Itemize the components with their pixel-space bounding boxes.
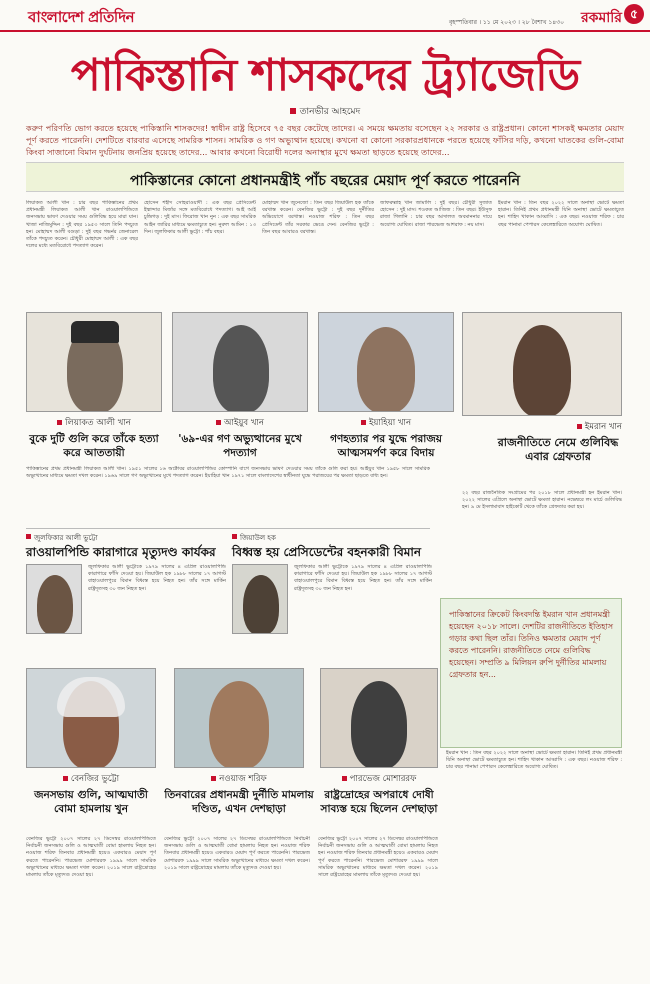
divider-line — [26, 528, 430, 529]
page-number-badge: ৫ — [624, 4, 644, 24]
portrait-silhouette — [213, 325, 269, 412]
headline-liaquat: বুকে দুটি গুলি করে তাঁকে হত্যা করে আততায়ী — [29, 433, 159, 459]
portrait-silhouette — [513, 325, 571, 416]
page-headline: পাকিস্তানি শাসকদের ট্র্যাজেডি — [70, 50, 580, 101]
headline-nawaz: তিনবারের প্রধানমন্ত্রী দুর্নীতি মামলায় দণ্ডিত, এখন দেশছাড়া — [164, 789, 314, 815]
portrait-silhouette — [243, 575, 279, 634]
row3-body-text-3: বেনজির ভুট্টো ২০০৭ সালের ২৭ ডিসেম্বর রাওয়ালপিন্ডিতে নির্বাচনী জনসভায় গুলি ও আত্মঘাতী বোমা হামলায় নিহত হন। নওয়াজ শরিফ তিনবার প্রধানমন্ত্রী হয়েও একবারও মেয়াদ পূর্ণ করতে পারেননি। পারভেজ মোশাররফ ১৯৯৯ সালে সামরিক অভ্যুত্থানের মাধ্যমে ক্ষমতা দখল করেন। ২০১৯ সালে রাষ্ট্রদ্রোহের মামলায় তাঁকে মৃত্যুদণ্ড দেওয়া হয়। — [318, 836, 438, 879]
photo-zia — [232, 564, 288, 634]
text-column-3: মোহাম্মদ খান জুনেজো : তিন বছর জিয়াউল হক তাঁকে বরখাস্ত করেন। বেনজির ভুট্টো : দুই বছর দুর্নীতির অভিযোগে বরখাস্ত। নওয়াজ শরিফ : তিন বছর প্রেসিডেন্ট তাঁর সরকার ভেঙে দেন। বেনজির ভুট্টো : তিন বছর আবারও বরখাস্ত। — [262, 200, 374, 235]
headline-imran: রাজনীতিতে নেমে গুলিবিদ্ধ এবার গ্রেফতার — [497, 436, 619, 463]
byline — [0, 104, 650, 119]
headline-benazir: জনসভায় গুলি, আত্মঘাতী বোমা হামলায় খুন — [34, 789, 148, 815]
headline-zia: বিধ্বস্ত হয় প্রেসিডেন্টের বহনকারী বিমান — [232, 545, 422, 559]
section-name: রকমারি — [580, 10, 622, 26]
newspaper-logo: বাংলাদেশ প্রতিদিন — [28, 8, 135, 26]
photo-benazir — [26, 668, 156, 768]
intro-paragraph: করুণ পরিণতি ভোগ করতে হয়েছে পাকিস্তানি শাসকদের! স্বাধীন রাষ্ট্র হিসেবে ৭৫ বছর কেটেছে তাদের। এ সময়ে ক্ষমতায় বসেছেন ২২ সরকার ও রাষ্ট্রপ্রধান। কোনো শাসকই ক্ষমতার মেয়াদ পূর্ণ করতে পারেননি। দেশটিতে বারবার এসেছে সামরিক শাসন। সামরিক ও গণ অভ্যুত্থান হয়েছে। কখনো বা কোনো সরকারপ্রধানকে পরতে হয়েছে ফাঁসির দড়ি, কখনো ঘাতকের গুলি-বোমা কিংবা সাজানো বিমান দুর্ঘটনায় জনপ্রিয় হয়েছে তাদের... আবার কখনো বিরোধী দলের অনাস্থার মুখে ক্ষমতা ছাড়তে হয়েছে তাদের... — [26, 123, 624, 157]
text-column-4: জাফরুল্লাহ খান জামালি : দুই বছর। চৌধুরী সুজাত হোসেন : দুই মাস। শওকত আজিজ : তিন বছর। ইউসুফ রাজা গিলানি : চার বছর আদালত অবমাননার দায়ে অযোগ্য ঘোষিত। রাজা পারভেজ আশরাফ : নয় মাস। — [380, 200, 492, 228]
photo-nawaz — [174, 668, 304, 768]
side-quote-box — [440, 598, 622, 748]
photo-imran — [462, 312, 622, 416]
label-bhutto: জুলফিকার আলী ভুট্টো — [26, 532, 98, 544]
headline-musharraf: রাষ্ট্রদ্রোহের অপরাধে দোষী সাব্যস্ত হয়ে ছিলেন দেশছাড়া — [320, 789, 438, 815]
caption-yahya: ইয়াহিয়া খান — [318, 416, 454, 430]
portrait-silhouette — [351, 681, 407, 768]
row1-body-text: পাকিস্তানের প্রথম প্রধানমন্ত্রী লিয়াকত আলী খান। ১৯৫১ সালের ১৬ অক্টোবর রাওয়ালপিন্ডির কোম্পানি বাগে জনসভায় ভাষণ দেওয়ার সময় তাঁকে গুলি করা হয়। আইয়ুব খান ১৯৫৮ সালে সামরিক অভ্যুত্থানের মাধ্যমে ক্ষমতা দখল করেন। ১৯৬৯ সালে গণ অভ্যুত্থানের মুখে পদত্যাগ করেন। ইয়াহিয়া খান ১৯৭১ সালে বাংলাদেশের স্বাধীনতা যুদ্ধে পরাজয়ের পর ক্ষমতা ছাড়তে বাধ্য হন। — [26, 466, 430, 480]
caption-liaquat: লিয়াকত আলী খান — [26, 416, 162, 430]
headline-yahya: গণহত্যার পর যুদ্ধে পরাজয় আত্মসমর্পণ করে বিদায় — [330, 433, 442, 459]
photo-yahya — [318, 312, 454, 412]
caption-ayub: আইয়ুব খান — [172, 416, 308, 430]
label-zia: জিয়াউল হক — [232, 532, 276, 544]
subhead-bar — [26, 162, 624, 192]
row2-body-text-2: জুলফিকার আলী ভুট্টোকে ১৯৭৯ সালের ৪ এপ্রিল রাওয়ালপিন্ডি কারাগারে ফাঁসি দেওয়া হয়। জিয়াউল হক ১৯৮৮ সালের ১৭ আগস্ট বাহাওয়ালপুরে বিমান বিধ্বস্ত হয়ে নিহত হন। তাঁর সঙ্গে মার্কিন রাষ্ট্রদূতসহ ৩০ জন নিহত হন। — [294, 564, 432, 592]
side-quote-text: পাকিস্তানের ক্রিকেট কিংবদন্তি ইমরান খান প্রধানমন্ত্রী হয়েছেন ২০১৮ সালে। দেশটির রাজনীতিতে ইতিহাস গড়ার কথা ছিল তাঁর। তিনিও ক্ষমতার মেয়াদ পূর্ণ করতে পারেননি। রাজনীতিতে নেমে গুলিবিদ্ধ হয়েছেন। সম্প্রতি ৯ মিলিয়ন রুপি দুর্নীতির মামলায় গ্রেফতার হন... — [449, 610, 614, 679]
veil-shape — [57, 677, 125, 717]
headline-ayub: '৬৯-এর গণ অভ্যুত্থানের মুখে পদত্যাগ — [178, 433, 302, 459]
subhead: পাকিস্তানের কোনো প্রধানমন্ত্রীই পাঁচ বছরের মেয়াদ পূর্ণ করতে পারেননি — [130, 173, 520, 189]
text-column-2: হোসেন শহীদ সোহরাওয়ার্দী : এক বছর প্রেসিডেন্ট ইস্কান্দার মির্জার সঙ্গে মতবিরোধে পদত্যাগ। আই আই চুন্দ্রিগড় : দুই মাস। ফিরোজ খান নুন : এক বছর সামরিক আইন জারির মাধ্যমে ক্ষমতাচ্যুত হন। নুরুল আমিন : ১৩ দিন। জুলফিকার আলী ভুট্টো : পাঁচ বছর। — [144, 200, 256, 235]
photo-musharraf — [320, 668, 438, 768]
byline-author: তানভীর আহমেদ — [299, 107, 361, 117]
row2-body-text: জুলফিকার আলী ভুট্টোকে ১৯৭৯ সালের ৪ এপ্রিল রাওয়ালপিন্ডি কারাগারে ফাঁসি দেওয়া হয়। জিয়াউল হক ১৯৮৮ সালের ১৭ আগস্ট বাহাওয়ালপুরে বিমান বিধ্বস্ত হয়ে নিহত হন। তাঁর সঙ্গে মার্কিন রাষ্ট্রদূতসহ ৩০ জন নিহত হন। — [88, 564, 226, 592]
cap-shape — [71, 321, 119, 343]
dateline: বৃহস্পতিবার । ১১ মে ২০২৩ । ২৮ বৈশাখ ১৪৩০ — [448, 19, 564, 26]
imran-body-text: ২২ বছর রাজনৈতিক সংগ্রামের পর ২০১৮ সালে প্রধানমন্ত্রী হন ইমরান খান। ২০২২ সালের এপ্রিলে অনাস্থা ভোটে ক্ষমতা হারান। নভেম্বরে লং মার্চে গুলিবিদ্ধ হন। ৯ মে ইসলামাবাদ হাইকোর্ট থেকে তাঁকে গ্রেফতার করা হয়। — [462, 490, 622, 511]
row3-body-text-1: বেনজির ভুট্টো ২০০৭ সালের ২৭ ডিসেম্বর রাওয়ালপিন্ডিতে নির্বাচনী জনসভায় গুলি ও আত্মঘাতী বোমা হামলায় নিহত হন। নওয়াজ শরিফ তিনবার প্রধানমন্ত্রী হয়েও একবারও মেয়াদ পূর্ণ করতে পারেননি। পারভেজ মোশাররফ ১৯৯৯ সালে সামরিক অভ্যুত্থানের মাধ্যমে ক্ষমতা দখল করেন। ২০১৯ সালে রাষ্ট্রদ্রোহের মামলায় তাঁকে মৃত্যুদণ্ড দেওয়া হয়। — [26, 836, 156, 879]
masthead — [0, 0, 650, 32]
photo-zulfikar-bhutto — [26, 564, 82, 634]
caption-benazir: বেনজির ভুট্টো — [26, 772, 156, 786]
caption-nawaz: নওয়াজ শরিফ — [174, 772, 304, 786]
caption-imran: ইমরান খান — [462, 420, 622, 434]
portrait-silhouette — [37, 575, 73, 634]
portrait-silhouette — [357, 327, 415, 412]
photo-ayub — [172, 312, 308, 412]
byline-marker-icon — [290, 108, 296, 114]
text-column-5: ইমরান খান : তিন বছর ২০২২ সালে অনাস্থা ভোটে ক্ষমতা হারান। তিনিই প্রথম প্রধানমন্ত্রী যিনি অনাস্থা ভোটে ক্ষমতাচ্যুত হন। শাহিদ খাকান আব্বাসি : এক বছর। নওয়াজ শরিফ : চার বছর পানামা পেপারস কেলেঙ্কারিতে অযোগ্য ঘোষিত। — [498, 200, 624, 228]
right-column-body-text: ইমরান খান : তিন বছর ২০২২ সালে অনাস্থা ভোটে ক্ষমতা হারান। তিনিই প্রথম প্রধানমন্ত্রী যিনি অনাস্থা ভোটে ক্ষমতাচ্যুত হন। শাহিদ খাকান আব্বাসি : এক বছর। নওয়াজ শরিফ : চার বছর পানামা পেপারস কেলেঙ্কারিতে অযোগ্য ঘোষিত। — [446, 750, 622, 771]
photo-liaquat — [26, 312, 162, 412]
caption-musharraf: পারভেজ মোশাররফ — [320, 772, 438, 786]
row3-body-text-2: বেনজির ভুট্টো ২০০৭ সালের ২৭ ডিসেম্বর রাওয়ালপিন্ডিতে নির্বাচনী জনসভায় গুলি ও আত্মঘাতী বোমা হামলায় নিহত হন। নওয়াজ শরিফ তিনবার প্রধানমন্ত্রী হয়েও একবারও মেয়াদ পূর্ণ করতে পারেননি। পারভেজ মোশাররফ ১৯৯৯ সালে সামরিক অভ্যুত্থানের মাধ্যমে ক্ষমতা দখল করেন। ২০১৯ সালে রাষ্ট্রদ্রোহের মামলায় তাঁকে মৃত্যুদণ্ড দেওয়া হয়। — [164, 836, 310, 871]
portrait-silhouette — [209, 681, 269, 768]
text-column-1: লিয়াকত আলী খান : চার বছর পাকিস্তানের প্রথম প্রধানমন্ত্রী লিয়াকত আলী খান রাওয়ালপিন্ডিতে জনসভায় ভাষণ দেওয়ার সময় গুলিবিদ্ধ হয়ে মারা যান। খাজা নাজিমুদ্দিন : দুই বছর ১৯৫৩ সালে তিনি পদচ্যুত হন। মোহাম্মদ আলী বগুড়া : দুই বছর গভর্নর জেনারেল তাঁকে পদচ্যুত করেন। চৌধুরী মোহাম্মদ আলী : এক বছর দলের মধ্যে মতবিরোধে পদত্যাগ করেন। — [26, 200, 138, 250]
headline-bhutto: রাওয়ালপিন্ডি কারাগারে মৃত্যুদণ্ড কার্যকর — [26, 545, 216, 559]
